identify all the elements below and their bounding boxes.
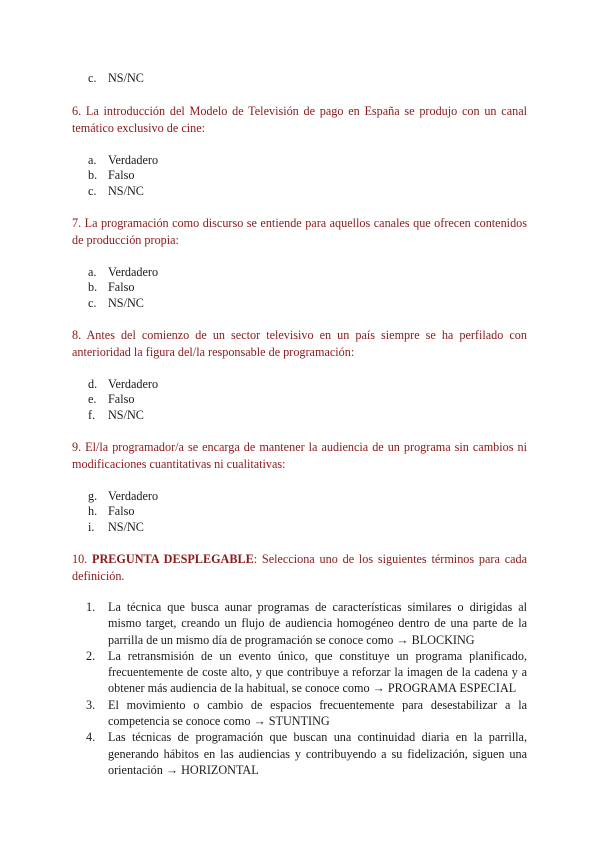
q7-option-c: c. NS/NC xyxy=(88,296,144,310)
q6-option-a: a. Verdadero xyxy=(88,153,159,167)
q9-option-h: h. Falso xyxy=(88,504,135,518)
question-10-text xyxy=(72,551,527,584)
definition-item: 2. La retransmisión de un evento único, que constituye un programa planificado, frecuentemente de coste alto, y que contribuye a reforzar la imagen de la cadena y a obtener más audiencia de la habitual, se conoce como → PROGRAMA ESPECIAL xyxy=(86,648,527,696)
q6-option-b: b. Falso xyxy=(88,168,135,182)
question-6-text: 6. La introducción del Modelo de Televisión de pago en España se produjo con un canal temático exclusivo de cine: xyxy=(72,104,527,135)
definition-item: 3. El movimiento o cambio de espacios frecuentemente para desestabilizar a la competencia se conoce como → STUNTING xyxy=(86,697,527,729)
q8-option-f: f. NS/NC xyxy=(88,408,144,422)
question-10-number: 10. xyxy=(72,552,88,566)
definitions-list xyxy=(86,599,527,778)
definition-item: 4. Las técnicas de programación que buscan una continuidad diaria en la parrilla, generando hábitos en las audiencias y contribuyendo a su fidelización, siguen una orientación → HORIZONTAL xyxy=(86,730,527,777)
q9-option-g: g. Verdadero xyxy=(88,489,159,503)
q8-option-d: d. Verdadero xyxy=(88,377,159,391)
q7-option-b: b. Falso xyxy=(88,280,135,294)
question-10-instruction: : Selecciona uno de los siguientes términos para cada definición. xyxy=(72,552,528,583)
question-7-text: 7. La programación como discurso se entiende para aquellos canales que ofrecen contenidos de producción propia: xyxy=(72,216,527,247)
question-8-text: 8. Antes del comienzo de un sector televisivo en un país siempre se ha perfilado con anterioridad la figura del/la responsable de programación: xyxy=(72,328,527,359)
q9-option-i: i. NS/NC xyxy=(88,520,144,534)
question-10-label: PREGUNTA DESPLEGABLE xyxy=(92,552,254,566)
definition-item: 1. La técnica que busca aunar programas de características similares o dirigidas al mismo target, creando un flujo de audiencia homogéneo dentro de una parte de la parrilla de un mismo día de programación se conoce como → BLOCKING xyxy=(86,600,527,647)
q7-option-a: a. Verdadero xyxy=(88,265,159,279)
question-9-text: 9. El/la programador/a se encarga de mantener la audiencia de un programa sin cambios ni modificaciones cuantitativas ni cualitativas: xyxy=(72,440,527,471)
q8-option-e: e. Falso xyxy=(88,392,135,406)
q6-option-c: c. NS/NC xyxy=(88,184,144,198)
q5-option-c: c. NS/NC xyxy=(88,71,144,85)
